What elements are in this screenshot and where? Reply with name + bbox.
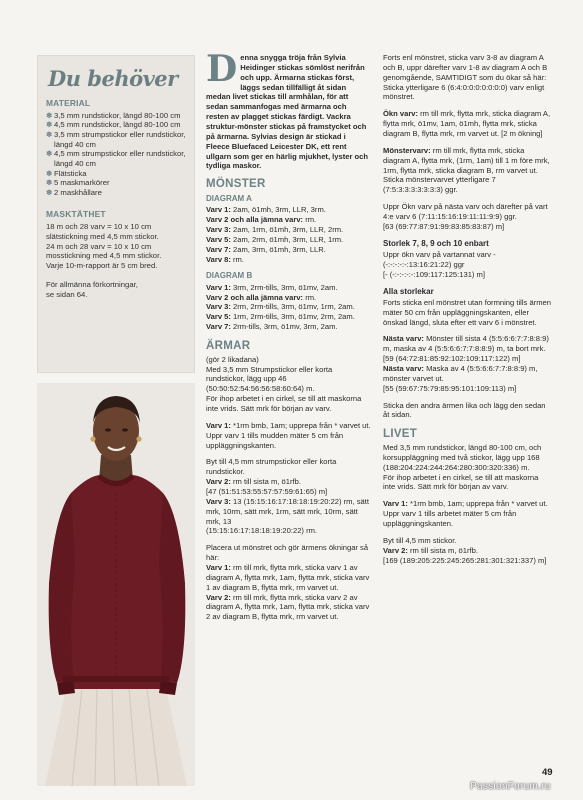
size-values: (50:50:52:54:56:56:58:60:64) m. <box>206 384 315 394</box>
model-photo <box>37 383 195 786</box>
size-values: (15:15:16:17:18:18:19:20:22) rm. <box>206 526 318 536</box>
section-heading-monster: MÖNSTER <box>206 178 266 191</box>
row-instruction: Varv 2: rm till sista m, ö1rfb. <box>206 477 301 487</box>
row-instruction: Ökn varv: rm till mrk, flytta mrk, sticka diagram A, flytta mrk, ö1mv, 1am, ö1mh, flytta mrk, sticka diagram B, flytta mrk, rm varvet ut. [2 m ökning] <box>383 109 551 139</box>
material-item: ❄ 5 maskmarkörer <box>46 178 110 188</box>
row-instruction: Varv 1: *1rm bmb, 1am; upprepa från * varvet ut. Uppr varv 1 tills arbetet mäter 5 cm från uppläggningskanten. <box>383 499 548 528</box>
paragraph: Forts enl mönstret, sticka varv 3-8 av diagram A och B, uppr därefter varv 1-8 av diagram A och B genomgående, SAMTIDIGT som du ökar så här: Sticka ytterligare 6 (6:4:0:0:0:0:0:0:0) varv enligt mönstret. <box>383 53 548 102</box>
row-instruction: Mönstervarv: rm till mrk, flytta mrk, sticka diagram A, flytta mrk, (1rm, 1am) till 1 m före mrk, 1rm, flytta mrk, sticka diagram B, rm varvet ut. <box>383 145 550 175</box>
row-instruction: Varv 3: 13 (15:15:16:17:18:18:19:20:22) rm, sätt mrk, 10rm, sätt mrk, 1rm, sätt mrk, 10rm, sätt mrk, 13 <box>206 496 369 526</box>
materials-panel <box>37 55 195 373</box>
size-values: [59 (64:72:81:85:92:102:109:117:122) m] <box>383 354 521 364</box>
section-heading-armar: ÄRMAR <box>206 339 251 352</box>
paragraph: Varv 1: *1rm bmb, 1am; upprepa från * varvet ut. Uppr varv 1 tills mudden mäter 5 cm från uppläggningskanten. <box>206 420 371 450</box>
gauge-heading: MASKTÄTHET <box>46 209 106 220</box>
diagram-row: Varv 1: 3rm, 2rm-tills, 3rm, ö1mv, 2am. <box>206 282 338 292</box>
snowflake-icon: ❄ <box>46 168 53 178</box>
material-item: ❄ 2 maskhållare <box>46 187 102 197</box>
gauge-line: Varje 10-m-rapport är 5 cm bred. <box>46 261 158 271</box>
gauge-block <box>46 222 186 299</box>
abbreviation-note: se sidan 64. <box>46 289 88 299</box>
paragraph: Placera ut mönstret och gör ärmens ökningar så här: <box>206 543 369 563</box>
size-values: [- (-:-:-:-:-:109:117:125:131) m] <box>383 269 485 279</box>
abbreviation-note: För allmänna förkortningar, <box>46 280 138 290</box>
paragraph: Byt till 4,5 mm strumpstickor eller korta rundstickor. <box>206 457 337 477</box>
material-heading: MATERIAL <box>46 98 91 108</box>
gauge-line: 24 m och 28 varv = 10 x 10 cm <box>46 241 152 251</box>
all-sizes-heading: Alla storlekar <box>383 286 434 296</box>
instructions-column-2 <box>383 53 551 565</box>
diagram-row: Varv 7: 2am, 3rm, ö1mh, 3rm, LLR. <box>206 244 326 254</box>
size-values: [47 (51:51:53:55:57:57:59:61:65) m] <box>206 486 328 496</box>
paragraph: För ihop arbetet i en cirkel, se till att maskorna inte vrids. Sätt mrk för början av varv. <box>383 472 539 492</box>
gauge-line: mosstickning med 4,5 mm stickor. <box>46 251 162 261</box>
paragraph: Sticka den andra ärmen lika och lägg den sedan åt sidan. <box>383 400 546 420</box>
material-item: ❄ 4,5 mm rundstickor, längd 80-100 cm <box>46 120 181 130</box>
instructions-column-1 <box>206 48 371 622</box>
panel-title: Du behöver <box>48 66 178 91</box>
gauge-line: 18 m och 28 varv = 10 x 10 cm <box>46 222 152 232</box>
paragraph: Med 3,5 mm rundstickor, längd 80-100 cm, och korsuppläggning med två stickor, lägg upp 168 (188:204:224:244:264:280:300:320:336) m. <box>383 442 542 472</box>
drop-cap: D <box>206 48 238 90</box>
paragraph: Uppr Ökn varv på nästa varv och därefter på vart 4:e varv 6 (7:11:15:16:19:11:11:9:9) ggr. <box>383 202 548 222</box>
diagram-row: Varv 3: 2am, 1rm, ö1mh, 3rm, LLR, 2rm. <box>206 224 344 234</box>
size-values: [63 (69:77:87:91:99:83:85:83:87) m] <box>383 221 505 231</box>
snowflake-icon: ❄ <box>46 130 53 139</box>
row-instruction: Varv 2: rm till mrk, flytta mrk, sticka varv 2 av diagram A, flytta mrk, 1am, flytta mrk, sticka varv 2 av diagram B, flytta mrk, rm varvet ut. <box>206 592 370 622</box>
material-item: ❄ 3,5 mm rundstickor, längd 80-100 cm <box>46 110 181 120</box>
diagram-row: Varv 1: 2am, ö1mh, 3rm, LLR, 3rm. <box>206 205 326 215</box>
section-heading-livet: LIVET <box>383 428 418 441</box>
watermark-text: PassionForum.ru <box>470 781 551 792</box>
paragraph: Uppr ökn varv på vartannat varv - (-:-:-:-:-:13:16:21:22) ggr <box>383 249 496 269</box>
diagram-a-rows <box>206 205 371 264</box>
size-values: [169 (189:205:225:245:265:281:301:321:337) m] <box>383 555 547 565</box>
diagram-row: Varv 2 och alla jämna varv: rm. <box>206 292 317 302</box>
diagram-row: Varv 8: rm. <box>206 254 244 264</box>
row-instruction: Nästa varv: Maska av 4 (5:5:6:6:7:7:8:8:9) m, mönster varvet ut. <box>383 363 538 383</box>
sweater-model-illustration <box>37 383 195 786</box>
diagram-b-rows <box>206 283 371 332</box>
diagram-row: Varv 7: 2rm-tills, 3rm, ö1mv, 3rm, 2am. <box>206 322 338 332</box>
diagram-row: Varv 2 och alla jämna varv: rm. <box>206 215 317 225</box>
diagram-b-heading: DIAGRAM B <box>206 271 253 281</box>
paragraph: Forts sticka enl mönstret utan formning tills ärmen mäter 50 cm från uppläggningskanten, eller önskad längd, sluta efter ett varv 6 i mönstret. <box>383 297 551 327</box>
material-item: ❄ 4,5 mm strumpstickor eller rundstickor, längd 40 cm <box>46 149 186 168</box>
diagram-row: Varv 5: 2am, 2rm, ö1mh, 3rm, LLR, 1rm. <box>206 234 344 244</box>
size-values: [55 (59:67:75:79:85:95:101:109:113) m] <box>383 383 517 393</box>
row-instruction: Varv 1: rm till mrk, flytta mrk, sticka varv 1 av diagram A, flytta mrk, 1am, flytta mrk, sticka varv 1 av diagram B, flytta mrk, rm varvet ut. <box>206 563 370 592</box>
row-instruction: Varv 2: rm till sista m, ö1rfb. <box>383 545 478 555</box>
paragraph: Byt till 4,5 mm stickor. <box>383 535 457 545</box>
gauge-line: slätstickning med 4,5 mm stickor. <box>46 231 159 241</box>
snowflake-icon: ❄ <box>46 120 53 130</box>
paragraph: För ihop arbetet i en cirkel, se till att maskorna inte vrids. Sätt mrk för början av varv. <box>206 394 362 413</box>
row-instruction: Nästa varv: Mönster till sista 4 (5:5:6:6:7:7:8:8:9) m, maska av 4 (5:5:6:6:7:7:8:8:9) m, ta bort mrk. <box>383 334 549 354</box>
diagram-row: Varv 5: 1rm, 2rm-tills, 3rm, ö1mv, 2rm, 2am. <box>206 312 355 322</box>
page-number: 49 <box>542 767 553 778</box>
intro-text: enna snygga tröja från Sylvia Heidinger stickas sömlöst nerifrån och upp. Ärmarna stickas först, läggs sedan tillfälligt åt sidan medan livet stickas till armhålan, för att sedan sammanfogas med ärmarna och resten av plagget stickas färdigt. Vackra struktur-mönster stickas på framstycket och på ärmarna. Sylvias design är stickad i Fleece Bluefaced Leicester DK, ett rent ullgarn som ger en härlig mjukhet, lyster och tydliga maskor. <box>206 53 369 171</box>
snowflake-icon: ❄ <box>46 149 53 159</box>
snowflake-icon: ❄ <box>46 110 53 120</box>
diagram-row: Varv 3: 2rm, 2rm-tills, 3rm, ö1mv, 1rm, 2am. <box>206 302 355 312</box>
diagram-a-heading: DIAGRAM A <box>206 194 252 204</box>
snowflake-icon: ❄ <box>46 178 53 188</box>
material-item: ❄ Flätsticka <box>46 168 87 178</box>
material-list <box>46 111 186 198</box>
paragraph: Sticka mönstervarvet ytterligare 7 (7:5:3:3:3:3:3:3:3) ggr. <box>383 175 496 195</box>
snowflake-icon: ❄ <box>46 187 53 197</box>
material-item: ❄ 3,5 mm strumpstickor eller rundstickor, längd 40 cm <box>46 130 186 149</box>
sizes-heading: Storlek 7, 8, 9 och 10 enbart <box>383 238 489 248</box>
intro-paragraph <box>206 48 371 171</box>
armar-subtitle: (gör 2 likadana) <box>206 354 259 364</box>
paragraph: Med 3,5 mm Strumpstickor eller korta rundstickor, lägg upp 46 <box>206 364 333 384</box>
